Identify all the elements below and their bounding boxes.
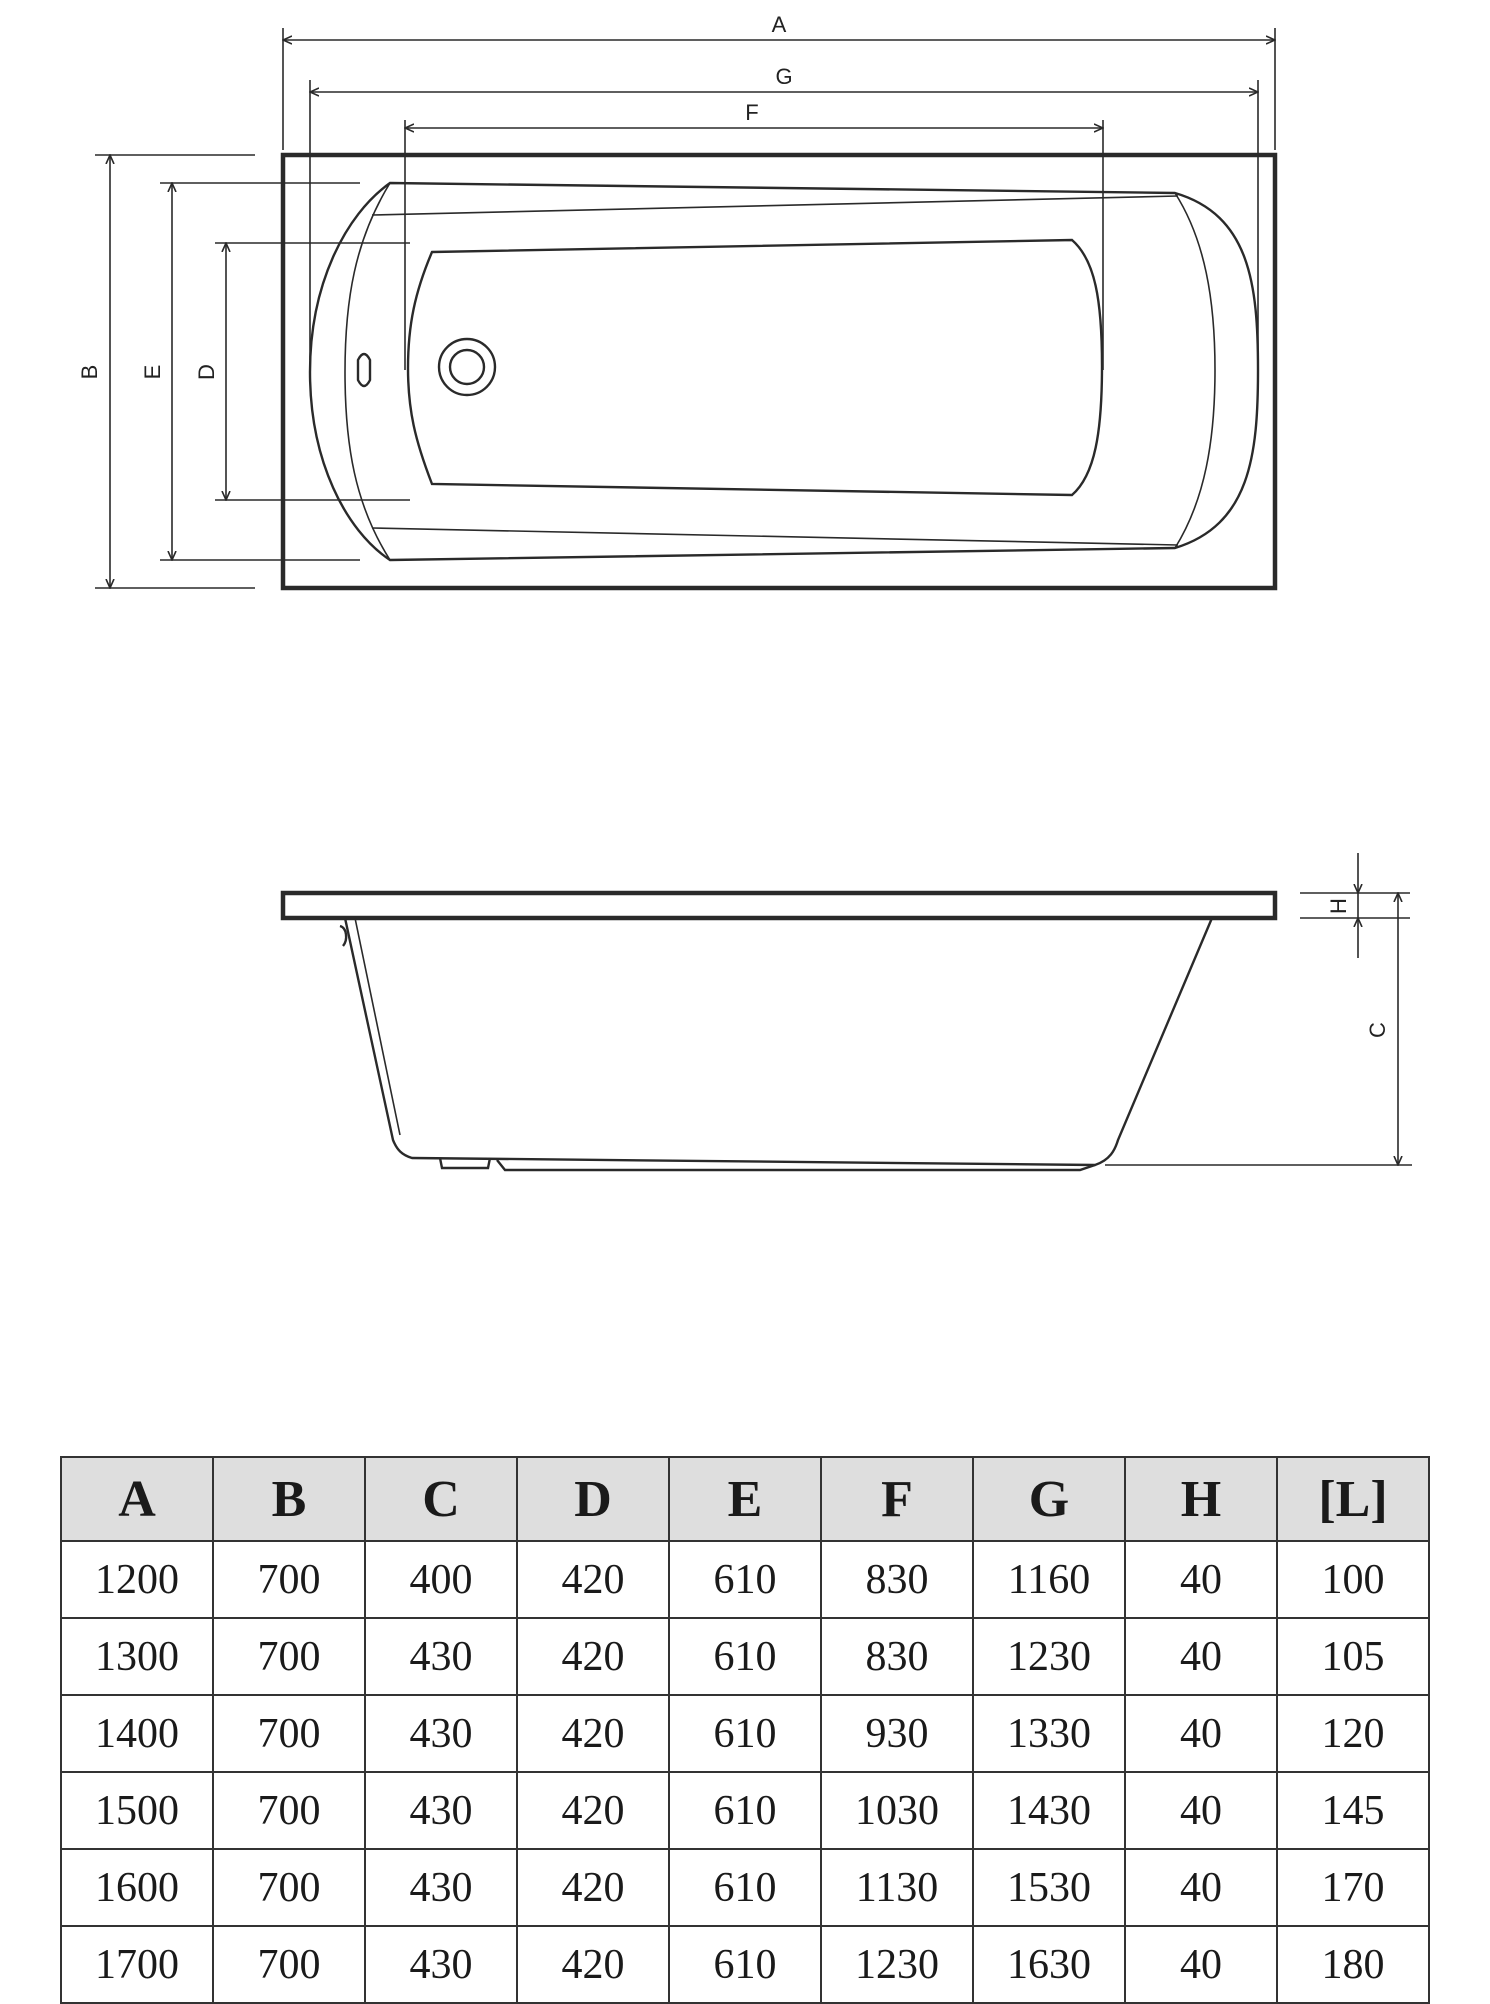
drain-inner-icon [450,350,484,384]
dimensions-table [60,1456,1430,2004]
table-cell: 145 [1277,1772,1429,1849]
table-cell: 1300 [61,1618,213,1695]
table-cell: 420 [517,1926,669,2003]
table-cell: 40 [1125,1772,1277,1849]
table-cell: 105 [1277,1618,1429,1695]
table-cell: 1200 [61,1541,213,1618]
top-view-lower-step [372,528,1178,545]
dim-label-B: B [77,364,102,380]
column-header: H [1125,1457,1277,1541]
table-cell: 430 [365,1695,517,1772]
top-view [77,12,1275,588]
column-header: C [365,1457,517,1541]
table-cell: 700 [213,1926,365,2003]
table-cell: 1030 [821,1772,973,1849]
side-view-body [345,918,1212,1165]
table-cell: 1400 [61,1695,213,1772]
table-cell: 1330 [973,1695,1125,1772]
top-view-basin-floor [408,240,1102,495]
table-row [61,1849,1429,1926]
table-cell: 700 [213,1849,365,1926]
dim-label-F: F [745,100,759,125]
table-cell: 610 [669,1618,821,1695]
table-cell: 1530 [973,1849,1125,1926]
table-cell: 420 [517,1618,669,1695]
top-view-tail-contour [1175,193,1215,548]
dim-label-H: H [1326,898,1351,914]
table-cell: 430 [365,1772,517,1849]
table-row [61,1541,1429,1618]
table-cell: 430 [365,1618,517,1695]
side-view-rim [283,893,1275,918]
column-header: G [973,1457,1125,1541]
table-cell: 1230 [973,1618,1125,1695]
side-view [283,853,1412,1170]
table-cell: 930 [821,1695,973,1772]
table-cell: 610 [669,1772,821,1849]
column-header: A [61,1457,213,1541]
dim-label-D: D [194,364,219,380]
dim-label-A: A [771,12,787,37]
table-cell: 700 [213,1618,365,1695]
table-cell: 700 [213,1541,365,1618]
table-row [61,1772,1429,1849]
table-cell: 1430 [973,1772,1125,1849]
table-cell: 610 [669,1926,821,2003]
table-cell: 700 [213,1772,365,1849]
table-cell: 170 [1277,1849,1429,1926]
column-header: D [517,1457,669,1541]
column-header: [L] [1277,1457,1429,1541]
side-view-overflow-icon [340,926,346,946]
side-view-left-edge [355,918,400,1135]
table-cell: 430 [365,1926,517,2003]
table-cell: 120 [1277,1695,1429,1772]
table-cell: 40 [1125,1849,1277,1926]
table-cell: 420 [517,1695,669,1772]
table-header-row [61,1457,1429,1541]
table-cell: 830 [821,1618,973,1695]
table-row [61,1618,1429,1695]
top-view-basin-outer [310,183,1258,560]
table-row [61,1926,1429,2003]
table-cell: 400 [365,1541,517,1618]
table-cell: 1130 [821,1849,973,1926]
table-cell: 700 [213,1695,365,1772]
top-view-upper-step [372,196,1178,215]
table-cell: 610 [669,1849,821,1926]
table-cell: 100 [1277,1541,1429,1618]
column-header: B [213,1457,365,1541]
table-cell: 610 [669,1541,821,1618]
table-cell: 420 [517,1541,669,1618]
table-cell: 420 [517,1772,669,1849]
table-cell: 420 [517,1849,669,1926]
table-cell: 40 [1125,1541,1277,1618]
table-cell: 40 [1125,1926,1277,2003]
top-view-outline [283,155,1275,588]
overflow-icon [358,354,370,386]
table-cell: 1700 [61,1926,213,2003]
table-row [61,1695,1429,1772]
table-cell: 1600 [61,1849,213,1926]
top-view-head-contour [345,183,390,560]
table-cell: 1230 [821,1926,973,2003]
table-cell: 1630 [973,1926,1125,2003]
table-cell: 40 [1125,1695,1277,1772]
table-cell: 1500 [61,1772,213,1849]
column-header: F [821,1457,973,1541]
dim-label-G: G [775,64,793,89]
dim-label-E: E [140,364,165,380]
column-header: E [669,1457,821,1541]
dim-label-C: C [1365,1022,1390,1038]
table-cell: 610 [669,1695,821,1772]
drain-icon [439,339,495,395]
table-cell: 430 [365,1849,517,1926]
table-cell: 830 [821,1541,973,1618]
table-cell: 1160 [973,1541,1125,1618]
table-cell: 180 [1277,1926,1429,2003]
table-cell: 40 [1125,1618,1277,1695]
